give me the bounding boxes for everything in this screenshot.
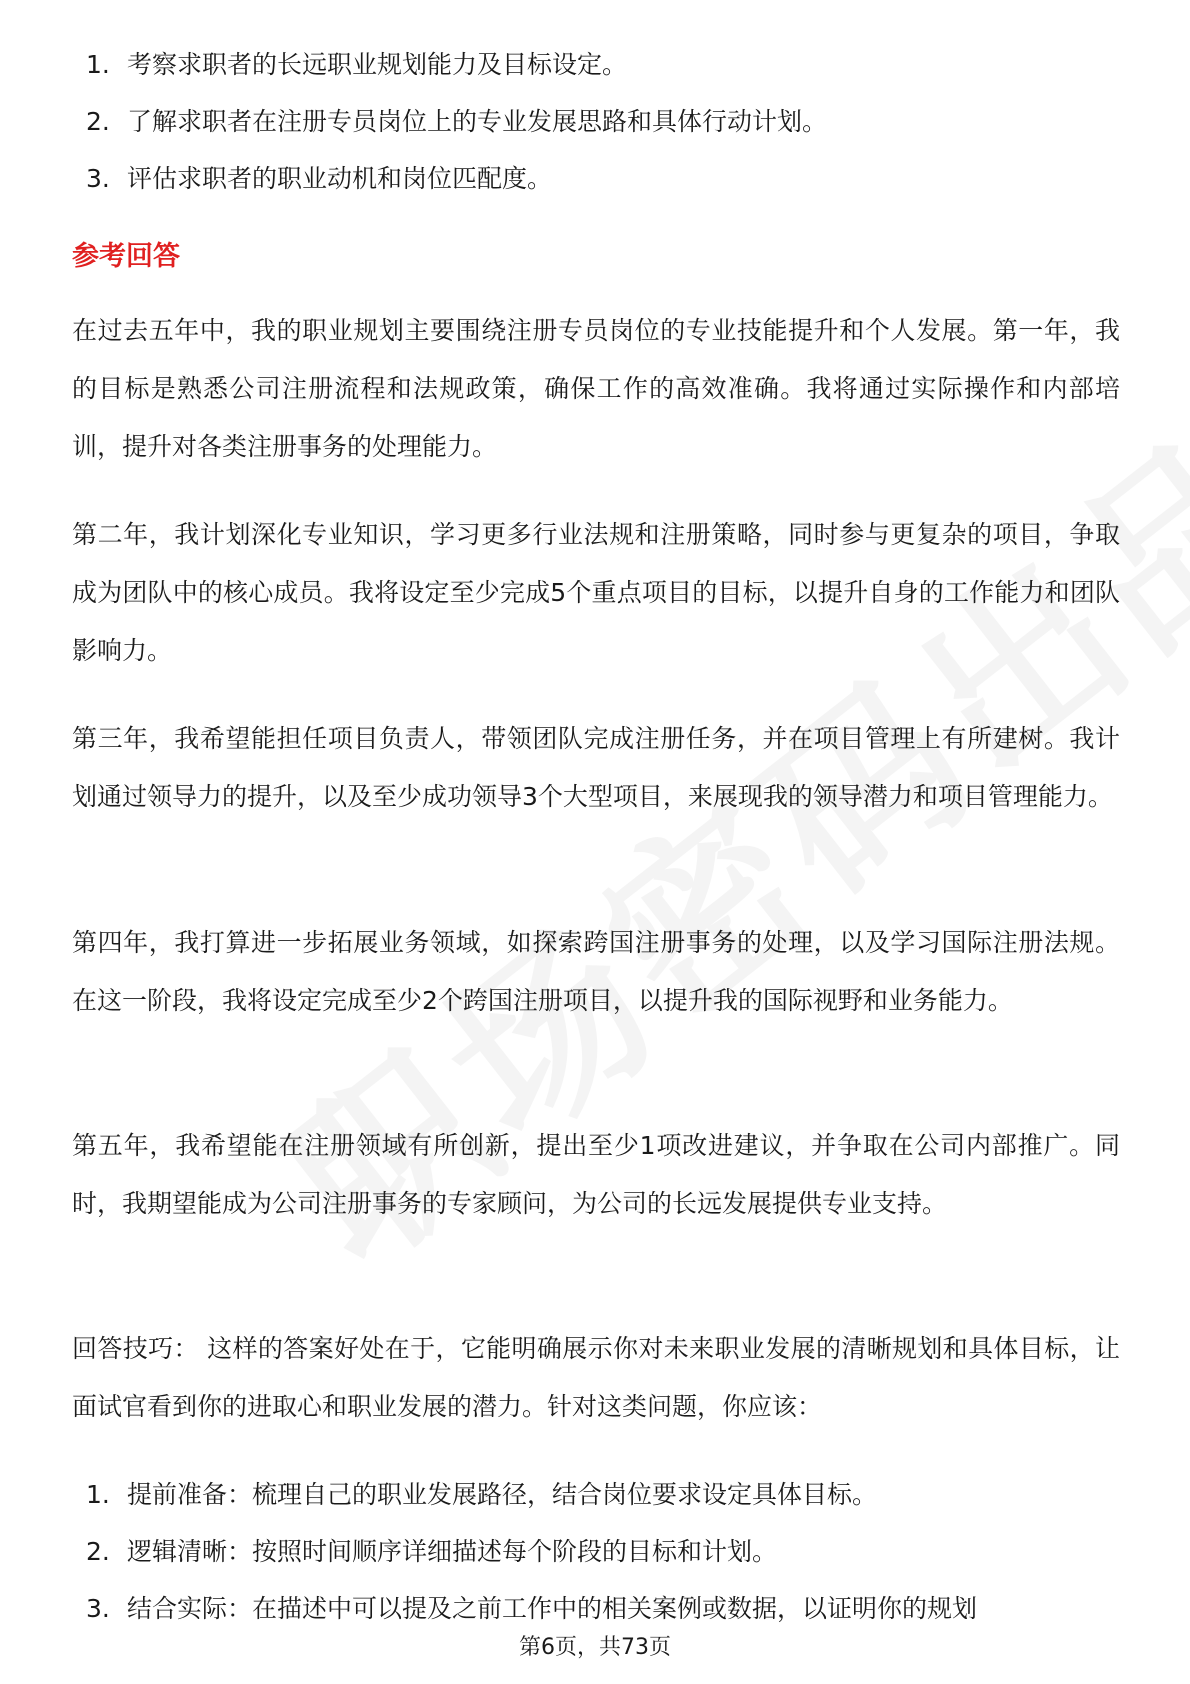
list-number: 2. xyxy=(86,107,110,136)
section-heading: 参考回答 xyxy=(72,241,180,272)
list-number: 1. xyxy=(86,50,110,79)
list-number: 3. xyxy=(86,164,110,193)
paragraph-year-one: 在过去五年中，我的职业规划主要围绕注册专员岗位的专业技能提升和个人发展。第一年，我的目标是熟悉公司注册流程和法规政策，确保工作的高效准确。我将通过实际操作和内部培训，提升对各类注册事务的处理能力。 xyxy=(72,316,1120,461)
list-number: 2. xyxy=(86,1537,110,1566)
list-number: 3. xyxy=(86,1594,110,1623)
paragraph-year-four: 第四年，我打算进一步拓展业务领域，如探索跨国注册事务的处理，以及学习国际注册法规。在这一阶段，我将设定完成至少2个跨国注册项目，以提升我的国际视野和业务能力。 xyxy=(72,928,1120,1015)
list-item xyxy=(72,1466,977,1523)
list-number: 1. xyxy=(86,1480,110,1509)
list-item xyxy=(72,1580,977,1637)
paragraph-answer-tips: 回答技巧： 这样的答案好处在于，它能明确展示你对未来职业发展的清晰规划和具体目标，让面试官看到你的进取心和职业发展的潜力。针对这类问题，你应该： xyxy=(72,1334,1120,1421)
list-item xyxy=(72,36,827,93)
list-text: 结合实际：在描述中可以提及之前工作中的相关案例或数据，以证明你的规划 xyxy=(127,1594,978,1623)
list-text: 逻辑清晰：按照时间顺序详细描述每个阶段的目标和计划。 xyxy=(127,1537,778,1566)
list-text: 了解求职者在注册专员岗位上的专业发展思路和具体行动计划。 xyxy=(127,107,828,136)
list-item xyxy=(72,150,827,207)
list-item xyxy=(72,1523,977,1580)
paragraph-year-five: 第五年，我希望能在注册领域有所创新，提出至少1项改进建议，并争取在公司内部推广。同时，我期望能成为公司注册事务的专家顾问，为公司的长远发展提供专业支持。 xyxy=(72,1131,1120,1218)
assessment-goals-list xyxy=(72,36,827,207)
list-text: 评估求职者的职业动机和岗位匹配度。 xyxy=(127,164,553,193)
page-footer: 第6页，共73页 xyxy=(519,1635,671,1660)
list-item xyxy=(72,93,827,150)
paragraph-year-two: 第二年，我计划深化专业知识，学习更多行业法规和注册策略，同时参与更复杂的项目，争取成为团队中的核心成员。我将设定至少完成5个重点项目的目标，以提升自身的工作能力和团队影响力。 xyxy=(72,520,1120,665)
list-text: 提前准备：梳理自己的职业发展路径，结合岗位要求设定具体目标。 xyxy=(127,1480,878,1509)
paragraph-year-three: 第三年，我希望能担任项目负责人，带领团队完成注册任务，并在项目管理上有所建树。我计划通过领导力的提升，以及至少成功领导3个大型项目，来展现我的领导潜力和项目管理能力。 xyxy=(72,724,1120,811)
tips-list xyxy=(72,1466,977,1637)
list-text: 考察求职者的长远职业规划能力及目标设定。 xyxy=(127,50,628,79)
